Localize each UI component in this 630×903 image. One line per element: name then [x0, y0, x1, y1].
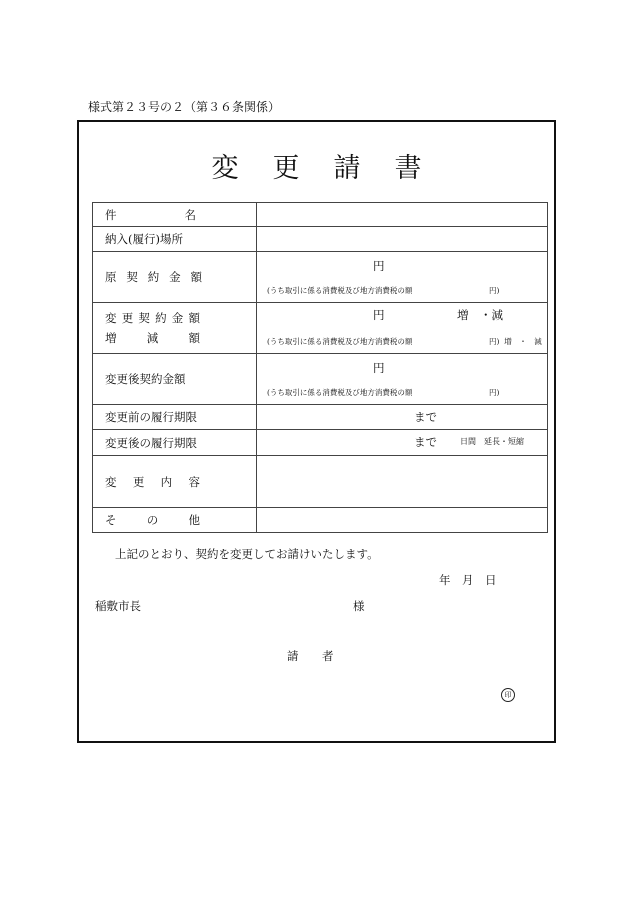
form-table [92, 202, 548, 533]
label-changed-amount: 変 更 契 約 金 額 増 減 額 [93, 303, 257, 354]
table-row [93, 430, 548, 456]
label-other: そ の 他 [93, 508, 257, 533]
extension-option[interactable]: 日間 延長・短縮 [460, 437, 524, 446]
table-row [93, 203, 548, 227]
table-row [93, 508, 548, 533]
seal-icon: 印 [501, 688, 515, 702]
table-row [93, 303, 548, 354]
original-amount-field[interactable] [257, 252, 548, 303]
yen-unit: 円 [373, 259, 385, 273]
statement-text: 上記のとおり、契約を変更してお請けいたします。 [115, 547, 379, 561]
change-content-field[interactable] [257, 456, 548, 508]
form-frame [77, 120, 556, 743]
form-number: 様式第２３号の２（第３６条関係） [88, 100, 281, 114]
other-field[interactable] [257, 508, 548, 533]
table-row [93, 405, 548, 430]
label-after-deadline: 変更後の履行期限 [93, 430, 257, 456]
tax-yen-unit: 円) 増 ・ 減 [489, 337, 542, 346]
tax-note: (うち取引に係る消費税及び地方消費税の額 [267, 286, 413, 295]
tax-note: (うち取引に係る消費税及び地方消費税の額 [267, 388, 413, 397]
label-delivery-place: 納入(履行)場所 [93, 227, 257, 252]
label-change-content: 変 更 内 容 [93, 456, 257, 508]
table-row [93, 227, 548, 252]
requester-label: 請 者 [287, 649, 340, 663]
increase-decrease-option[interactable]: 増 ・減 [457, 308, 503, 322]
table-row [93, 252, 548, 303]
table-row [93, 354, 548, 405]
label-item-name: 件 名 [93, 203, 257, 227]
honorific: 様 [353, 599, 365, 613]
table-row [93, 456, 548, 508]
page-title: 変更請書 [211, 153, 456, 184]
until-label: まで [414, 435, 437, 449]
until-label: まで [414, 410, 437, 424]
yen-unit: 円 [373, 308, 385, 322]
tax-note: (うち取引に係る消費税及び地方消費税の額 [267, 337, 413, 346]
delivery-place-field[interactable] [257, 227, 548, 252]
item-name-field[interactable] [257, 203, 548, 227]
changed-amount-field[interactable] [257, 303, 548, 354]
before-deadline-field[interactable] [257, 405, 548, 430]
date-line[interactable]: 年 月 日 [439, 573, 497, 587]
addressee: 稲敷市長 [95, 599, 141, 613]
label-before-deadline: 変更前の履行期限 [93, 405, 257, 430]
label-original-amount: 原 契 約 金 額 [93, 252, 257, 303]
after-deadline-field[interactable] [257, 430, 548, 456]
yen-unit: 円 [373, 361, 385, 375]
tax-yen-unit: 円) [489, 286, 500, 295]
tax-yen-unit: 円) [489, 388, 500, 397]
after-amount-field[interactable] [257, 354, 548, 405]
label-after-amount: 変更後契約金額 [93, 354, 257, 405]
